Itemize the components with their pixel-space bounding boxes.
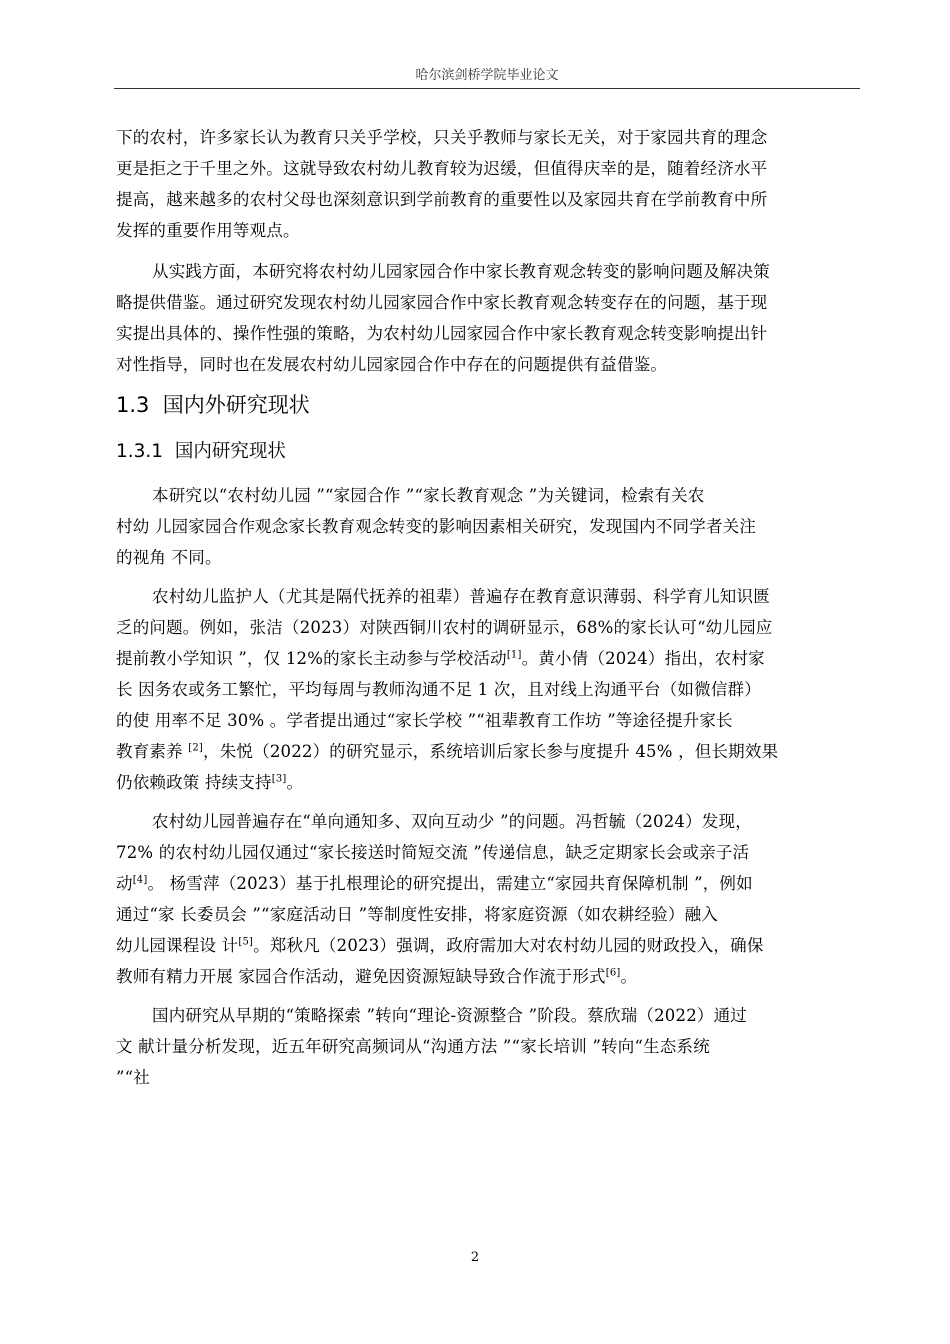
para4-line6 (116, 738, 860, 762)
text-run: ，朱悦（2022）的研究显示，系统培训后家长参与度提升 45% ，但长期效果 (203, 742, 779, 761)
para2-line3: 实提出具体的、操作性强的策略，为农村幼儿园家园合作中家长教育观念转变影响提出针 (116, 324, 768, 343)
citation-ref: [3] (271, 773, 287, 785)
header-rule (114, 88, 860, 89)
text-run: 。 (620, 967, 638, 986)
para6-line2: 文 献计量分析发现，近五年研究高频词从“沟通方法 ”“家长培训 ”转向“生态系统 (116, 1037, 710, 1056)
para1-line1: 下的农村，许多家长认为教育只关乎学校，只关乎教师与家长无关，对于家园共育的理念 (116, 128, 768, 147)
text-run: 仍依赖政策 持续支持 (116, 773, 272, 792)
para1-line4: 发挥的重要作用等观点。 (116, 221, 300, 240)
section-title: 国内外研究现状 (162, 393, 310, 417)
subsection-title: 国内研究现状 (174, 441, 286, 462)
para2-line1: 从实践方面，本研究将农村幼儿园家园合作中家长教育观念转变的影响问题及解决策 (152, 262, 770, 281)
para4-line1: 农村幼儿监护人（尤其是隔代抚养的祖辈）普遍存在教育意识薄弱、科学育儿知识匮 (152, 587, 770, 606)
page-header: 哈尔滨剑桥学院毕业论文 (415, 68, 559, 83)
para4-line3 (116, 645, 860, 669)
para2-line2: 略提供借鉴。通过研究发现农村幼儿园家园合作中家长教育观念转变存在的问题，基于现 (116, 293, 768, 312)
text-run: 。郑秋凡（2023）强调，政府需加大对农村幼儿园的财政投入，确保 (253, 936, 764, 955)
text-run: 幼儿园课程设 计 (116, 936, 239, 955)
para5-line2: 72% 的农村幼儿园仅通过“家长接送时简短交流 ”传递信息，缺乏定期家长会或亲子活 (116, 843, 750, 862)
text-run: 提前教小学知识 ”，仅 12%的家长主动参与学校活动 (116, 649, 507, 668)
subsection-number: 1.3.1 (116, 441, 164, 462)
para6-line1: 国内研究从早期的“策略探索 ”转向“理论-资源整合 ”阶段。蔡欣瑞（2022）通过 (152, 1006, 747, 1025)
para4-line5: 的使 用率不足 30% 。学者提出通过“家长学校 ”“祖辈教育工作坊 ”等途径提升家长 (116, 711, 733, 730)
citation-ref: [5] (238, 936, 254, 948)
para5-line6 (116, 963, 860, 987)
text-run: 。 杨雪萍（2023）基于扎根理论的研究提出，需建立“家园共育保障机制 ”，例如 (147, 874, 753, 893)
citation-ref: [6] (605, 967, 621, 979)
para5-line3 (116, 870, 860, 894)
para5-line4: 通过“家 长委员会 ”“家庭活动日 ”等制度性安排，将家庭资源（如农耕经验）融入 (116, 905, 718, 924)
para5-line5 (116, 932, 860, 956)
para4-line2: 乏的问题。例如，张洁（2023）对陕西铜川农村的调研显示，68%的家长认可“幼儿园应 (116, 618, 773, 637)
para4-line7 (116, 769, 860, 793)
para3-line1: 本研究以“农村幼儿园 ”“家园合作 ”“家长教育观念 ”为关键词，检索有关农 (152, 486, 705, 505)
text-run: 。黄小倩（2024）指出，农村家 (521, 649, 765, 668)
citation-ref: [2] (188, 742, 204, 754)
para2-line4: 对性指导，同时也在发展农村幼儿园家园合作中存在的问题提供有益借鉴。 (116, 355, 668, 374)
citation-ref: [1] (506, 649, 522, 661)
para1-line2: 更是拒之于千里之外。这就导致农村幼儿教育较为迟缓，但值得庆幸的是，随着经济水平 (116, 159, 768, 178)
page-number: 2 (470, 1250, 480, 1265)
text-run: 动 (116, 874, 133, 893)
section-number: 1.3 (116, 393, 150, 417)
text-run: 。 (286, 773, 304, 792)
section-heading-1-3-1 (116, 437, 286, 463)
para3-line3: 的视角 不同。 (116, 548, 222, 567)
para1-line3: 提高，越来越多的农村父母也深刻意识到学前教育的重要性以及家园共育在学前教育中所 (116, 190, 768, 209)
para4-line4: 长 因务农或务工繁忙，平均每周与教师沟通不足 1 次，且对线上沟通平台（如微信群） (116, 680, 761, 699)
text-run: 教育素养 (116, 742, 189, 761)
para3-line2: 村幼 儿园家园合作观念家长教育观念转变的影响因素相关研究，发现国内不同学者关注 (116, 517, 757, 536)
para6-line3: ”“社 (116, 1068, 150, 1087)
section-heading-1-3 (116, 389, 310, 419)
para5-line1: 农村幼儿园普遍存在“单向通知多、双向互动少 ”的问题。冯哲毓（2024）发现， (152, 812, 752, 831)
citation-ref: [4] (132, 874, 148, 886)
text-run: 教师有精力开展 家园合作活动，避免因资源短缺导致合作流于形式 (116, 967, 606, 986)
